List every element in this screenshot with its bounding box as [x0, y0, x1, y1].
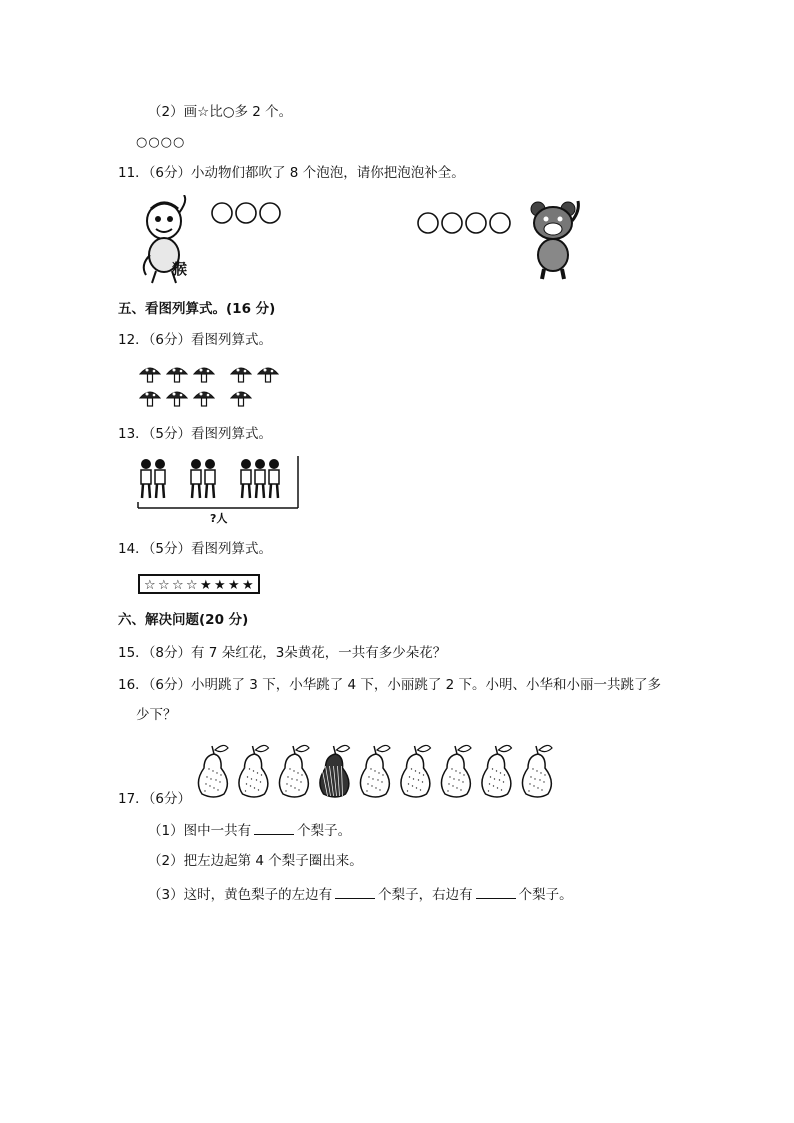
bubble-circle [466, 213, 486, 233]
black-star-icon: ★ [214, 578, 226, 593]
black-star-icon: ★ [242, 578, 254, 593]
answer-blank-1[interactable] [254, 823, 294, 835]
person-icon [269, 459, 279, 498]
mushroom-icon [231, 392, 251, 406]
q17-sub1-before: （1）图中一共有 [148, 823, 252, 839]
q12-text: 12．（6分）看图列算式。 [118, 332, 273, 348]
mushroom-icon [167, 368, 187, 382]
section5-title: 五、看图列算式。(16 分) [118, 301, 276, 317]
answer-blank-3[interactable] [476, 887, 516, 899]
q17-sub3-middle: 个梨子，右边有 [378, 887, 473, 903]
q17-sub1-after: 个梨子。 [297, 823, 352, 839]
person-icon [191, 459, 201, 498]
pear-icon [401, 745, 431, 797]
black-star-icon: ★ [228, 578, 240, 593]
bear-bubbles [416, 210, 516, 238]
q17-label: 17．（6分） [118, 791, 192, 807]
q13-text: 13．（5分）看图列算式。 [118, 426, 273, 442]
q11-text: 11．（6分）小动物们都吹了 8 个泡泡，请你把泡泡补全。 [118, 165, 465, 181]
monkey-figure [138, 195, 196, 287]
mushroom-icon [194, 368, 214, 382]
q16-line2: 少下？ [136, 707, 177, 723]
pear-icon [239, 745, 269, 797]
answer-blank-2[interactable] [335, 887, 375, 899]
monkey-label: 猴 [172, 260, 188, 278]
white-star-icon: ☆ [186, 578, 198, 593]
pears-figure [190, 738, 570, 802]
bubble-circle [442, 213, 462, 233]
mushroom-icon [231, 368, 251, 382]
bubble-circle [490, 213, 510, 233]
bubble-circle [418, 213, 438, 233]
mushroom-icon [167, 392, 187, 406]
pear-icon [198, 745, 228, 797]
white-star-icon: ☆ [172, 578, 184, 593]
q10-part2-text: （2）画☆比○多 2 个。 [148, 104, 293, 120]
q17-sub3 [148, 887, 573, 903]
mushroom-icon [258, 368, 278, 382]
person-icon [141, 459, 151, 498]
stars-figure [138, 572, 262, 596]
person-icon [255, 459, 265, 498]
pear-icon [320, 745, 350, 797]
q17-sub1 [148, 823, 351, 839]
mushroom-icon [194, 392, 214, 406]
pear-icon [441, 745, 471, 797]
pear-icon [279, 745, 309, 797]
q17-sub2: （2）把左边起第 4 个梨子圈出来。 [148, 853, 363, 869]
q17-sub3-after: 个梨子。 [518, 887, 573, 903]
person-icon [241, 459, 251, 498]
black-star-icon: ★ [200, 578, 212, 593]
mushroom-icon [140, 368, 160, 382]
bubble-circle [236, 203, 256, 223]
stars-box [139, 575, 259, 593]
pear-icon [482, 745, 512, 797]
mushrooms-figure [136, 362, 286, 410]
q14-text: 14．（5分）看图列算式。 [118, 541, 273, 557]
q17-sub3-before: （3）这时，黄色梨子的左边有 [148, 887, 333, 903]
bear-figure [526, 197, 584, 281]
section6-title: 六、解决问题(20 分) [118, 612, 249, 628]
people-figure [136, 452, 302, 512]
pear-icon [522, 745, 552, 797]
white-star-icon: ☆ [144, 578, 156, 593]
q16-line1: 16．（6分）小明跳了 3 下，小华跳了 4 下，小丽跳了 2 下。小明、小华和小丽一共跳了多 [118, 677, 662, 693]
pear-icon [360, 745, 390, 797]
q10-given-circles: ○○○○ [136, 135, 186, 150]
q15-text: 15．（8分）有 7 朵红花，3朵黄花，一共有多少朵花？ [118, 645, 447, 661]
bubble-circle [260, 203, 280, 223]
mushroom-icon [140, 392, 160, 406]
monkey-bubbles [210, 200, 286, 228]
white-star-icon: ☆ [158, 578, 170, 593]
person-icon [155, 459, 165, 498]
q13-total-label: ?人 [210, 512, 228, 525]
bubble-circle [212, 203, 232, 223]
person-icon [205, 459, 215, 498]
